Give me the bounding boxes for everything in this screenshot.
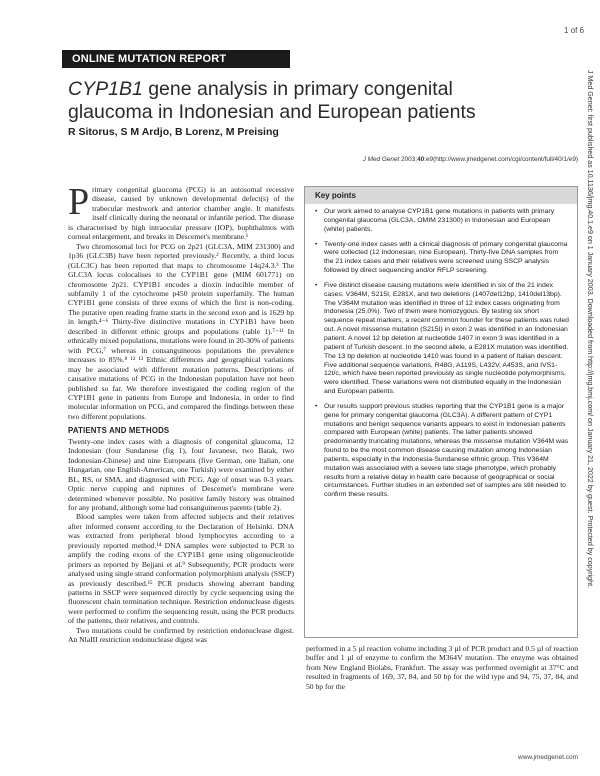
drop-cap: P [68, 181, 90, 223]
methods-heading: PATIENTS AND METHODS [68, 426, 170, 436]
intro-paragraph-2: Two chromosomal loci for PCG on 2p21 (GLC3A, MIM 231300) and 1p36 (GLC3B) have been reported previously.² Recently, a third locus (GLC3C) has been reported that maps to chromosome 14q24.3.³ The GLC3A locus colocalises to the CYP1B1 gene (MIM 601771) on chromosome 2p21. CYP1B1 encodes a dioxin inducible member of subfamily 1 of the cytochrome p450 protein superfamily. The human CYP1B1 gene consists of three exons of which the first is non-coding. The putative open reading frame starts in the second exon and is 1629 bp in length.⁴⁻⁶ Thirty-five distinctive mutations in CYP1B1 have been described in different ethnic groups and populations (table 1).⁷⁻¹¹ In ethnically mixed populations, mutations were found in 20-30% of patients with PCG,⁷ whereas in consanguineous populations the prevalence increases to 85%.⁸ ¹² ¹³ Ethnic differences and geographical variations may be associated with different mutation patterns. Descriptions of causative mutations of PCG in the Indonesian population have not been published so far. We therefore investigated the coding region of the CYP1B1 gene in patients from Europe and Indonesia, in order to find molecular information on PCG, and compared the findings between these two different populations. [68, 241, 294, 421]
citation-url[interactable]: :e9(http://www.jmedgenet.com/cgi/content/full/40/1/e9) [424, 156, 578, 163]
intro-paragraph-1 [68, 181, 295, 242]
citation-journal: J Med Genet [362, 156, 400, 163]
page-number: 1 of 6 [563, 26, 584, 35]
key-point-item: • Our results support previous studies reporting that the CYP1B1 gene is a major gene for primary congenital glaucoma (GLC3A). A different pattern of CYP1 mutations and benign sequence variants appears to exist in Indonesian patients compared with European (white) patients. The latter patients showed predominantly truncating mutations, whereas the missense mutation V364M was found to be the most common disease causing mutation among Indonesian patients, especially in the Indonesia-Sundanese ethnic group. This V364M mutation was associated with a severe late stage phenotype, which probably results from a relative delay in health care because of geographical or social circumstances. Further studies in an extended set of samples are still needed to confirm these results. [315, 403, 569, 500]
citation-year: 2003; [401, 156, 418, 163]
article-title [68, 78, 508, 124]
intro-p1-text: rimary congenital glaucoma (PCG) is an autosomal recessive disease, caused by unknown developmental defect(s) of the trabecular meshwork and anterior chamber angle. It manifests itself clinically during the neonatal or infantile period. The disease is characterised by high intraocular pressure (IOP), buphthalmos with corneal enlargement, and breaks in Descemet's membrane.¹ [68, 185, 295, 242]
methods-paragraph-1: Twenty-one index cases with a diagnosis of congenital glaucoma, 12 Indonesian (four Sundanese (fig 1), four Javanese, two Batak, two Indonesian-Chinese) and nine Europeans (five German, one Italian, one Hungarian, one English-American, one Turkish) were examined by either BL, RS, or SMA, and diagnosed with PCG. Age of onset was 0-3 years. Optic nerve cupping and ruptures of Descemet's membrane were determined whenever possible. No positive family history was obtained for any proband, although some had consanguineous parents (table 2). [68, 436, 294, 512]
key-point-item: • Five distinct disease causing mutations were identified in six of the 21 index cases: V364M, S215I, E281X, and two deletions (1407del12bp, 1410del13bp). The V364M mutation was identified in three of 12 index cases originating from Indonesia (25.0%). Two of them were homozygous. By testing six short sequence repeat markers, a recent common founder for these patients was ruled out. A novel missense mutation (S215I) in exon 2 was identified in an Indonesian patient. A novel 12 bp deletion at nucleotide 1407 in exon 3 was identified in a patient of Turkish descent. In the second allele, a E281X mutation was identified. The 13 bp deletion at nucleotide 1410 was found in a patient of Italian descent. Five additional sequence variations, R48G, A119S, L432V, A453S, and IVS1-12t/c, which have been reported previously as single nucleotide polymorphisms, were identified. These variations were not distributed equally in the Indonesian and European patients. [315, 282, 569, 397]
title-rest: gene analysis in primary congenital glaucoma in Indonesian and European patients [68, 78, 476, 123]
footer-url[interactable]: www.jmedgenet.com [518, 754, 578, 761]
right-column [306, 644, 578, 691]
key-points-list [305, 204, 577, 500]
citation-line [363, 156, 578, 163]
right-column-paragraph: performed in a 5 µl reaction volume including 3 µl of PCR product and 0.5 µl of reaction buffer and 1 µl of enzyme to confirm the M364V mutation. The enzyme was obtained from New England Biolabs, Frankfurt. The assay was performed overnight at 37°C and resulted in fragments of 169, 37, 84, and 50 bp for the wild type and 94, 75, 37, 84, and 50 bp for the [306, 644, 578, 691]
methods-paragraph-2: Blood samples were taken from affected subjects and their relatives after informed consent according to the Declaration of Helsinki. DNA was extracted from peripheral blood lymphocytes according to a previously reported method.¹⁴ DNA samples were subjected to PCR to amplify the coding exons of the CYP1B1 gene using oligonucleotide primers as reported by Bejjani et al.⁹ Subsequently, PCR products were analysed using single strand conformation polymorphism analysis (SSCP) as previously described.¹⁵ PCR products showing aberrant banding patterns in SSCP were sequenced directly by cycle sequencing using the fluorescent chain termination technique. Restriction endonuclease digests were performed to confirm the sequencing result, using the PCR products of the patients, their relatives, and controls. [68, 512, 294, 626]
copyright-side-note [583, 70, 597, 760]
methods-paragraph-3: Two mutations could be confirmed by restriction endonuclease digest. An NlaIII restriction endonuclease digest was [68, 625, 294, 645]
article-type-banner: ONLINE MUTATION REPORT [62, 50, 290, 68]
key-points-box [304, 186, 578, 638]
left-column [68, 181, 295, 645]
citation-volume: 40 [417, 156, 425, 163]
side-note-text[interactable]: J Med Genet: first published as 10.1136/jmg.40.1.e9 on 1 January 2003. Downloaded from http://jmg.bmj.com/ on January 21, 2022 by guest. Protected by copyright. [586, 70, 594, 589]
author-list: R Sitorus, S M Ardjo, B Lorenz, M Preising [68, 126, 279, 138]
key-points-heading: Key points [305, 187, 577, 204]
key-point-item: • Twenty-one index cases with a clinical diagnosis of primary congenital glaucoma were collected (12 Indonesian, nine European). Thirty-five DNA samples from the 21 index cases and their relatives were screened using SSCP analysis followed by direct sequencing and/or RFLP screening. [315, 241, 569, 276]
key-point-item: • Our work aimed to analyse CYP1B1 gene mutations in patients with primary congenital glaucoma (GLC3A, OMIM 231300) in Indonesian and European (white) patients. [315, 208, 569, 235]
title-gene-name: CYP1B1 [68, 78, 143, 100]
